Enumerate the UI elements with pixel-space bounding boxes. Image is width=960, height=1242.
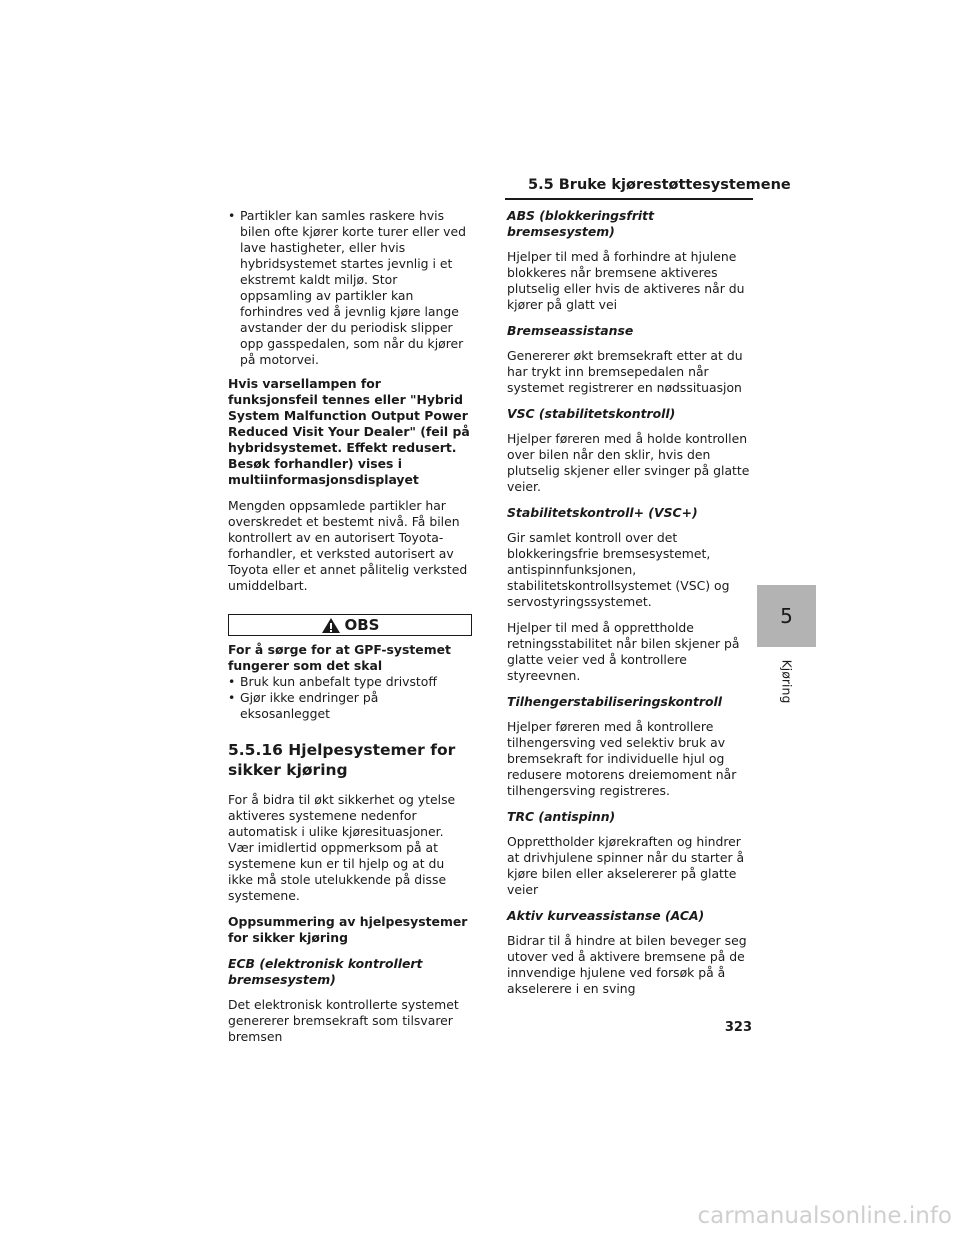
system-heading: Stabilitetskontroll+ (VSC+) (507, 505, 698, 520)
summary-heading: Oppsummering av hjelpesystemer for sikker kjøring (228, 914, 468, 945)
system-text: Bidrar til å hindre at bilen beveger seg utover ved å aktivere bremsene på de innvendige hjulene ved forsøk på å akselerere i en sving (507, 933, 747, 996)
chapter-number: 5 (780, 604, 793, 628)
system-text: Gir samlet kontroll over det blokkeringsfrie bremsesystemet, antispinnfunksjonen, stabilitetskontrollsystemet (VSC) og servostyringssystemet. (507, 530, 730, 609)
obs-title-bar (228, 614, 472, 636)
list-item: • Bruk kun anbefalt type drivstoff (228, 674, 437, 689)
system-text: Hjelper føreren med å kontrollere tilhengersving ved selektiv bruk av bremsekraft for individuelle hjul og redusere motorens dreiemoment når tilhengersving registreres. (507, 719, 737, 798)
system-text: Opprettholder kjørekraften og hindrer at drivhjulene spinner når du starter å kjøre bilen eller akselererer på glatte veier (507, 834, 745, 897)
section-header: 5.5 Bruke kjørestøttesystemene (528, 177, 791, 193)
warning-text: Mengden oppsamlede partikler har overskredet et bestemt nivå. Få bilen kontrollert av en autorisert Toyota-forhandler, et verksted autorisert av Toyota eller et annet pålitelig verksted umiddelbart. (228, 498, 468, 593)
system-text: Hjelper til med å opprettholde retningsstabilitet når bilen skjener på glatte veier ved å kontrollere styreevnen. (507, 620, 740, 683)
ecb-heading: ECB (elektronisk kontrollert bremsesystem) (228, 956, 423, 987)
ecb-text: Det elektronisk kontrollerte systemet genererer bremsekraft som tilsvarer bremsen (228, 997, 459, 1044)
section-title: 5.5.16 Hjelpesystemer for sikker kjøring (228, 741, 456, 779)
list-item: • Gjør ikke endringer på eksosanlegget (228, 690, 379, 721)
system-text: Hjelper til med å forhindre at hjulene blokkeres når bremsene aktiveres plutselig eller hvis de aktiveres når du kjører på glatt vei (507, 249, 745, 312)
right-column (507, 208, 755, 1007)
watermark: carmanualsonline.info (697, 1203, 952, 1229)
system-heading: Tilhengerstabiliseringskontroll (507, 694, 723, 709)
chapter-label: Kjøring (778, 659, 794, 703)
obs-notice (228, 614, 472, 722)
bullet-item (228, 208, 472, 368)
system-heading: Bremseassistanse (507, 323, 634, 338)
header-rule (505, 198, 753, 200)
system-text: Hjelper føreren med å holde kontrollen over bilen når den sklir, hvis den plutselig skjener eller svinger på glatte veier. (507, 431, 750, 494)
chapter-tab (757, 585, 816, 647)
chapter-label-area (757, 656, 816, 706)
warning-heading: Hvis varsellampen for funksjonsfeil tennes eller "Hybrid System Malfunction Output Power Reduced Visit Your Dealer" (feil på hybridsystemet. Effekt redusert. Besøk forhandler) vises i multiinformasjonsdisplayet (228, 376, 470, 487)
obs-body (228, 636, 472, 722)
system-heading: TRC (antispinn) (507, 809, 616, 824)
left-column (228, 208, 472, 1055)
intro-text: For å bidra til økt sikkerhet og ytelse aktiveres systemene nedenfor automatisk i ulike kjøresituasjoner. Vær imidlertid oppmerksom på at systemene kun er til hjelp og at du ikke må stole utelukkende på disse systemene. (228, 792, 456, 903)
bullet-text: Partikler kan samles raskere hvis bilen ofte kjører korte turer eller ved lave hastigheter, eller hvis hybridsystemet startes jevnlig i et ekstremt kaldt miljø. Stor oppsamling av partikler kan forhindres ved å jevnlig kjøre lange avstander der du periodisk slipper opp gasspedalen, som når du kjører på motorvei. (240, 208, 466, 367)
system-heading: VSC (stabilitetskontroll) (507, 406, 676, 421)
bullet-dot: • (228, 208, 236, 223)
system-heading: Aktiv kurveassistanse (ACA) (507, 908, 705, 923)
obs-title: OBS (344, 616, 380, 634)
system-text: Genererer økt bremsekraft etter at du har trykt inn bremsepedalen når systemet registrerer en nødssituasjon (507, 348, 743, 395)
obs-list (228, 674, 472, 722)
page-number: 323 (724, 1020, 752, 1035)
system-heading: ABS (blokkeringsfritt bremsesystem) (507, 208, 655, 239)
obs-heading: For å sørge for at GPF-systemet fungerer som det skal (228, 642, 451, 673)
warning-icon (321, 617, 341, 634)
